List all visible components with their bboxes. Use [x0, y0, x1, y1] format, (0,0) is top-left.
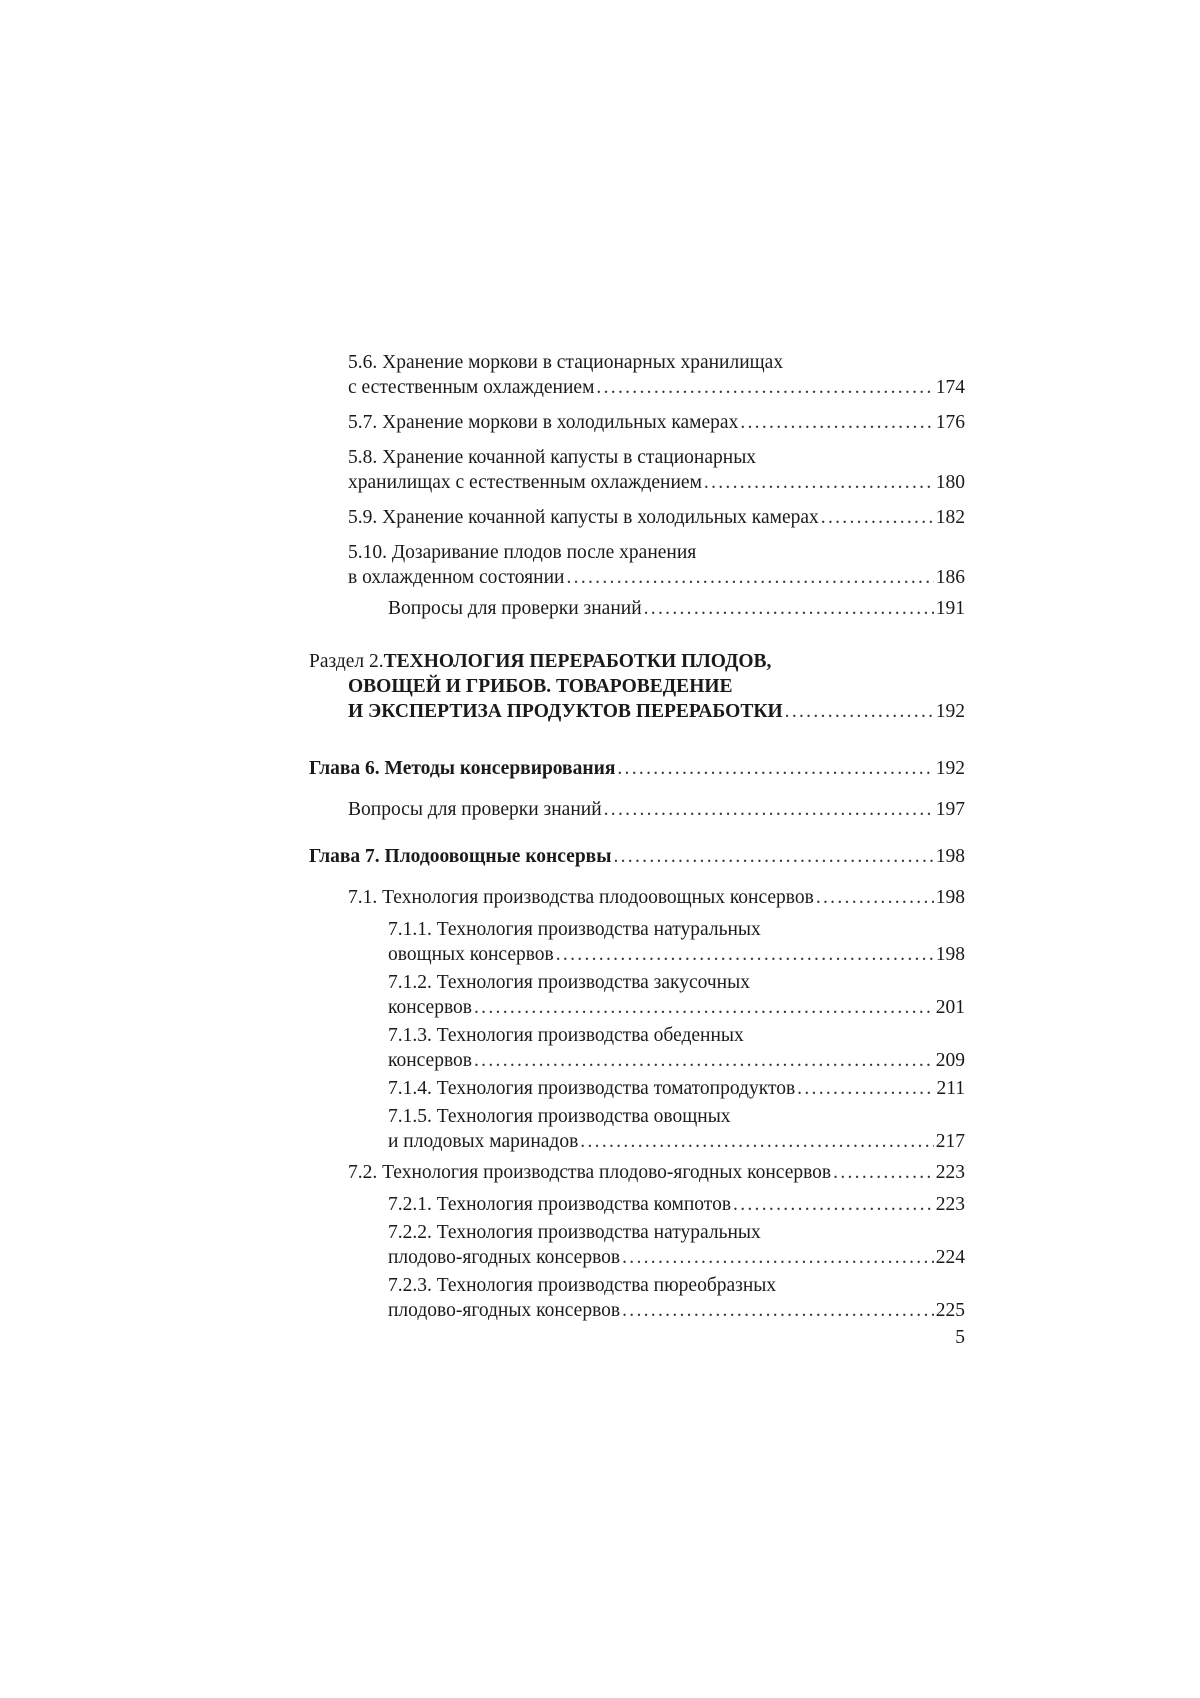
toc-page-number: 182 [935, 507, 965, 528]
toc-entry-title: консервов [388, 997, 472, 1018]
toc-entry-line [309, 699, 965, 724]
toc-entry-line [388, 596, 965, 621]
toc-entry[interactable] [309, 1104, 965, 1154]
toc-entry-title: 5.7. Хранение моркови в холодильных камерах [348, 412, 739, 433]
toc-entry[interactable] [309, 540, 965, 590]
toc-entry[interactable] [309, 1023, 965, 1073]
toc-entry-title: 7.1.3. Технология производства обеденных [388, 1025, 744, 1046]
toc-entry-title: 7.2. Технология производства плодово-ягодных консервов [348, 1162, 832, 1183]
toc-entry-title: 7.2.2. Технология производства натуральных [388, 1222, 761, 1243]
dot-leader [704, 470, 934, 495]
page-number: 5 [955, 1327, 965, 1348]
dot-leader [474, 1048, 934, 1073]
toc-entry-line [388, 1023, 965, 1048]
dot-leader [580, 1129, 933, 1154]
toc-entry-line [309, 844, 965, 869]
toc-page-number: 192 [935, 701, 965, 722]
toc-entry-title: Вопросы для проверки знаний [388, 598, 642, 619]
toc-entry[interactable] [309, 649, 965, 724]
dot-leader [733, 1192, 934, 1217]
toc-entry[interactable] [309, 885, 965, 910]
dot-leader [797, 1076, 934, 1101]
toc-entry-line [388, 1048, 965, 1073]
dot-leader [833, 1160, 934, 1185]
toc-entry-line [348, 797, 965, 822]
toc-entry[interactable] [309, 350, 965, 400]
toc-entry-line [348, 1160, 965, 1185]
toc-entry-title: плодово-ягодных консервов [388, 1300, 621, 1321]
toc-page-number: 176 [935, 412, 965, 433]
toc-entry-title: 5.9. Хранение кочанной капусты в холодильных камерах [348, 507, 819, 528]
dot-leader [617, 756, 933, 781]
toc-entry-title: И ЭКСПЕРТИЗА ПРОДУКТОВ ПЕРЕРАБОТКИ [348, 701, 783, 722]
toc-entry[interactable] [309, 1160, 965, 1185]
toc-entry-title: ТЕХНОЛОГИЯ ПЕРЕРАБОТКИ ПЛОДОВ, [383, 651, 772, 672]
toc-entry-title: с естественным охлаждением [348, 377, 595, 398]
toc-entry-line [348, 505, 965, 530]
dot-leader [785, 699, 934, 724]
dot-leader [596, 375, 933, 400]
toc-entry-line [348, 350, 965, 375]
toc-entry[interactable] [309, 1076, 965, 1101]
dot-leader [604, 797, 934, 822]
toc-entry-line [348, 885, 965, 910]
toc-entry[interactable] [309, 1273, 965, 1323]
toc-entry-title: 7.2.3. Технология производства пюреобразных [388, 1275, 777, 1296]
toc-entry-line [388, 970, 965, 995]
toc-entry-title: и плодовых маринадов [388, 1131, 579, 1152]
toc-page-number: 174 [935, 377, 965, 398]
dot-leader [622, 1245, 934, 1270]
toc-entry-title: 5.8. Хранение кочанной капусты в стационарных [348, 447, 757, 468]
toc-entry-line [388, 942, 965, 967]
toc-page-number: 223 [935, 1162, 965, 1183]
toc-page-number: 211 [936, 1078, 965, 1099]
toc-entry-title: Вопросы для проверки знаний [348, 799, 602, 820]
dot-leader [821, 505, 934, 530]
toc-page-number: 198 [935, 887, 965, 908]
toc-page-number: 191 [935, 598, 965, 619]
toc-entry[interactable] [309, 410, 965, 435]
toc-entry-line [309, 649, 965, 674]
toc-entry[interactable] [309, 756, 965, 781]
toc-entry-line [388, 1129, 965, 1154]
toc-entry-title: 5.10. Дозаривание плодов после хранения [348, 542, 697, 563]
toc-entry[interactable] [309, 970, 965, 1020]
toc-page-number: 197 [935, 799, 965, 820]
toc-entry-line [309, 674, 965, 699]
toc-entry-line [348, 540, 965, 565]
toc-page-number: 180 [935, 472, 965, 493]
toc-entry-title: Глава 6. Методы консервирования [309, 758, 616, 779]
toc-entry-title: 5.6. Хранение моркови в стационарных хранилищах [348, 352, 784, 373]
toc-entry-title: в охлажденном состоянии [348, 567, 565, 588]
toc-entry-line [388, 1076, 965, 1101]
dot-leader [556, 942, 934, 967]
toc-entry-title: плодово-ягодных консервов [388, 1247, 621, 1268]
toc-entry-line [388, 1192, 965, 1217]
toc-entry-title: хранилищах с естественным охлаждением [348, 472, 702, 493]
toc-page-number: 225 [935, 1300, 965, 1321]
toc-page-number: 224 [935, 1247, 965, 1268]
toc-page-number: 198 [935, 944, 965, 965]
toc-entry-title: овощных консервов [388, 944, 554, 965]
toc-entry-line [388, 1104, 965, 1129]
toc-entry-line [348, 375, 965, 400]
toc-page-number: 198 [935, 846, 965, 867]
toc-entry-title: консервов [388, 1050, 472, 1071]
toc-entry[interactable] [309, 1220, 965, 1270]
toc-entry-line [348, 565, 965, 590]
toc-entry-line [348, 410, 965, 435]
toc-entry-line [348, 445, 965, 470]
toc-part-prefix: Раздел 2. [309, 651, 384, 672]
toc-entry[interactable] [309, 797, 965, 822]
dot-leader [644, 596, 934, 621]
toc-entry[interactable] [309, 917, 965, 967]
toc-page-number: 217 [935, 1131, 965, 1152]
toc-page-number: 209 [935, 1050, 965, 1071]
dot-leader [474, 995, 934, 1020]
dot-leader [613, 844, 933, 869]
toc-entry-line [388, 1298, 965, 1323]
toc-entry-line [388, 995, 965, 1020]
toc-entry-title: ОВОЩЕЙ И ГРИБОВ. ТОВАРОВЕДЕНИЕ [348, 676, 733, 697]
toc-entry-title: Глава 7. Плодоовощные консервы [309, 846, 612, 867]
toc-entry-line [388, 1245, 965, 1270]
toc-page-number: 201 [935, 997, 965, 1018]
toc-page-number: 223 [935, 1194, 965, 1215]
toc-entry-title: 7.1. Технология производства плодоовощных консервов [348, 887, 814, 908]
toc-entry-title: 7.1.5. Технология производства овощных [388, 1106, 731, 1127]
table-of-contents [309, 350, 965, 1323]
dot-leader [816, 885, 934, 910]
toc-entry-line [309, 756, 965, 781]
toc-page-number: 186 [935, 567, 965, 588]
toc-entry-line [348, 470, 965, 495]
dot-leader [740, 410, 933, 435]
dot-leader [622, 1298, 934, 1323]
toc-entry-line [388, 1273, 965, 1298]
toc-entry[interactable] [309, 505, 965, 530]
toc-page-number: 192 [935, 758, 965, 779]
toc-entry-title: 7.2.1. Технология производства компотов [388, 1194, 732, 1215]
toc-entry-title: 7.1.1. Технология производства натуральных [388, 919, 761, 940]
toc-entry-title: 7.1.2. Технология производства закусочных [388, 972, 750, 993]
toc-entry-line [388, 1220, 965, 1245]
dot-leader [566, 565, 933, 590]
toc-entry[interactable] [309, 844, 965, 869]
toc-entry-line [388, 917, 965, 942]
toc-entry[interactable] [309, 596, 965, 621]
toc-entry-title: 7.1.4. Технология производства томатопродуктов [388, 1078, 796, 1099]
toc-entry[interactable] [309, 445, 965, 495]
toc-entry[interactable] [309, 1192, 965, 1217]
